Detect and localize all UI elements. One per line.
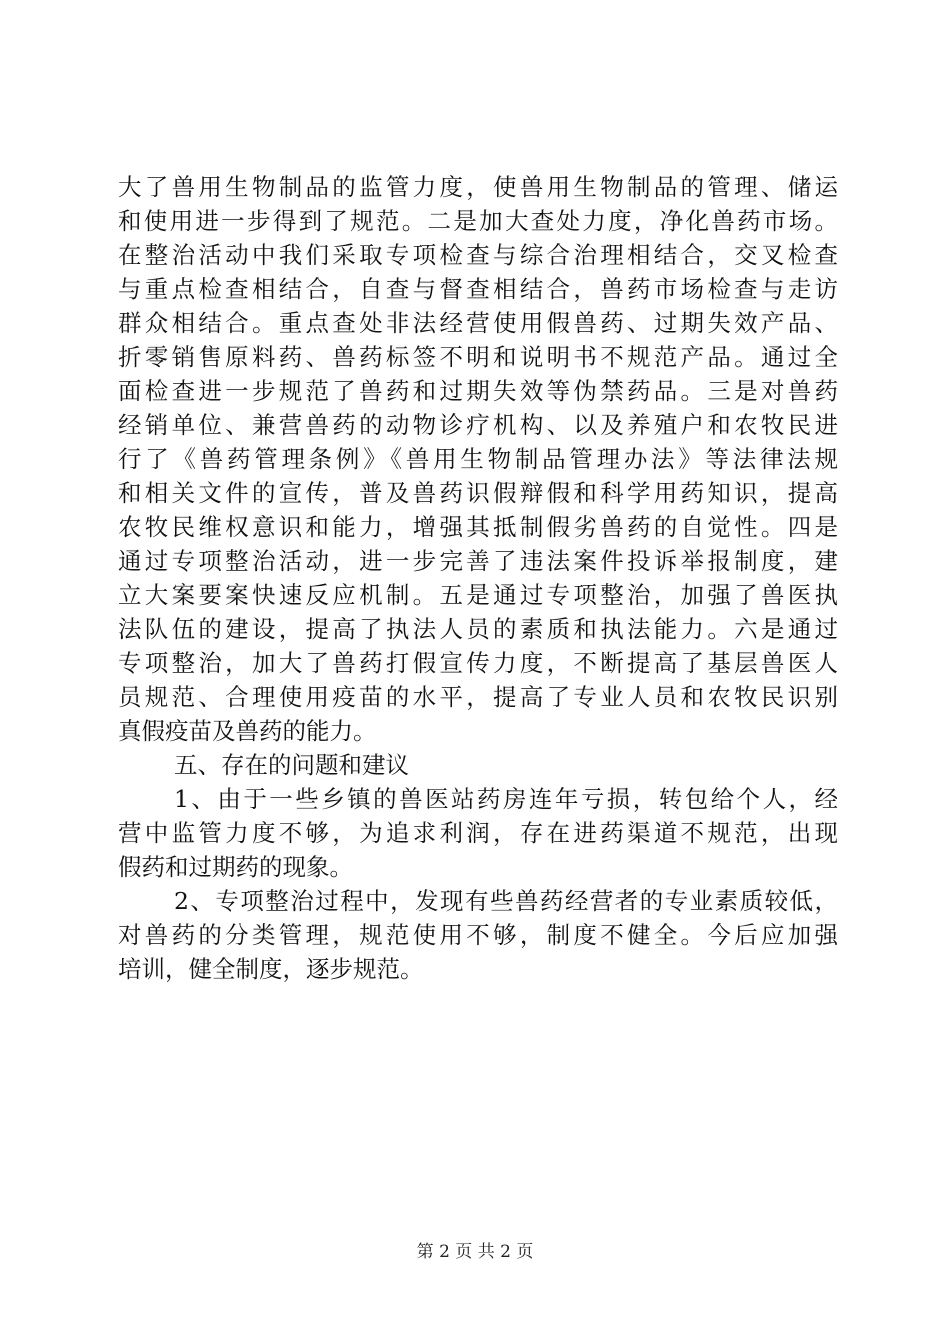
list-item-2-line: 培训，健全制度，逐步规范。 [118,955,424,983]
paragraph-line: 和使用进一步得到了规范。二是加大查处力度，净化兽药市场。 [118,207,838,235]
paragraph-line: 与重点检查相结合，自查与督查相结合，兽药市场检查与走访 [118,275,838,303]
list-item-1-line: 假药和过期药的现象。 [118,853,353,881]
list-item-1-line: 1、由于一些乡镇的兽医站药房连年亏损，转包给个人，经 [174,785,838,813]
paragraph-line: 大了兽用生物制品的监管力度，使兽用生物制品的管理、储运 [118,173,838,201]
paragraph-line: 员规范、合理使用疫苗的水平，提高了专业人员和农牧民识别 [118,683,838,711]
paragraph-line: 经销单位、兼营兽药的动物诊疗机构、以及养殖户和农牧民进 [118,411,838,439]
paragraph-line: 专项整治，加大了兽药打假宣传力度，不断提高了基层兽医人 [118,649,838,677]
paragraph-line: 立大案要案快速反应机制。五是通过专项整治，加强了兽医执 [118,581,838,609]
paragraph-line: 行了《兽药管理条例》《兽用生物制品管理办法》等法律法规 [118,445,838,473]
paragraph-line: 折零销售原料药、兽药标签不明和说明书不规范产品。通过全 [118,343,838,371]
list-item-2-line: 2、专项整治过程中，发现有些兽药经营者的专业素质较低， [174,887,838,915]
list-item-2-line: 对兽药的分类管理，规范使用不够，制度不健全。今后应加强 [118,921,838,949]
paragraph-line: 通过专项整治活动，进一步完善了违法案件投诉举报制度，建 [118,547,838,575]
paragraph-line: 群众相结合。重点查处非法经营使用假兽药、过期失效产品、 [118,309,838,337]
section-heading: 五、存在的问题和建议 [174,751,409,779]
page-footer: 第 2 页 共 2 页 [416,1242,534,1262]
paragraph-line: 农牧民维权意识和能力，增强其抵制假劣兽药的自觉性。四是 [118,513,838,541]
paragraph-line: 和相关文件的宣传，普及兽药识假辩假和科学用药知识，提高 [118,479,838,507]
list-item-1-line: 营中监管力度不够，为追求利润，存在进药渠道不规范，出现 [118,819,838,847]
paragraph-line: 在整治活动中我们采取专项检查与综合治理相结合，交叉检查 [118,241,838,269]
paragraph-line: 面检查进一步规范了兽药和过期失效等伪禁药品。三是对兽药 [118,377,838,405]
paragraph-line: 法队伍的建设，提高了执法人员的素质和执法能力。六是通过 [118,615,838,643]
paragraph-line: 真假疫苗及兽药的能力。 [118,717,377,745]
body-text [118,170,838,986]
